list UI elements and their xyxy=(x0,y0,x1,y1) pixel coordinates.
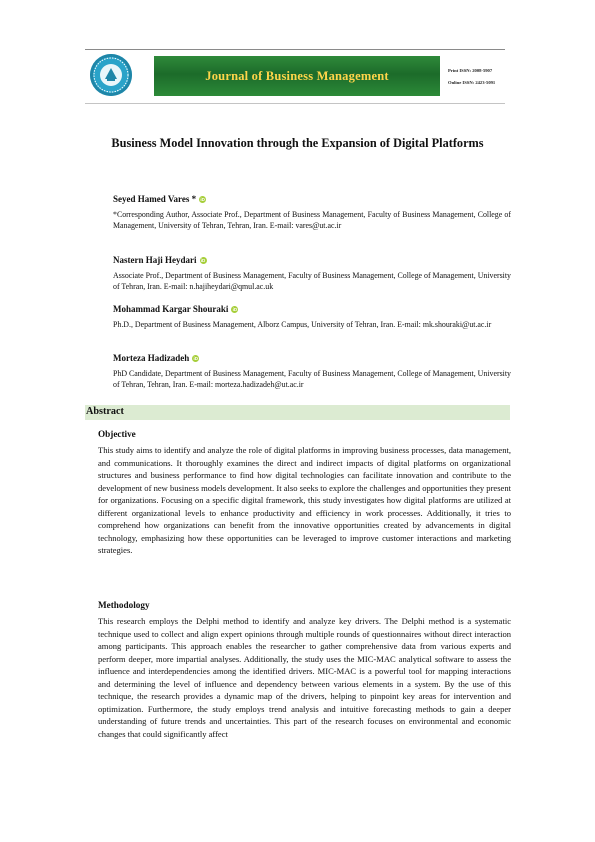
header-bottom-rule xyxy=(85,103,505,104)
author-name: Seyed Hamed Vares * iD xyxy=(113,194,205,204)
online-issn: Online ISSN: 2423-5091 xyxy=(448,80,496,85)
objective-heading: Objective xyxy=(98,429,136,439)
author-affiliation: *Corresponding Author, Associate Prof., Department of Business Management, Faculty of Business Management, College of Management, University of Tehran, Tehran, Iran. E-mail: vares@ut.ac.ir xyxy=(113,210,511,230)
journal-banner xyxy=(154,56,440,96)
methodology-text: This research employs the Delphi method to identify and analyze key drivers. The Delphi method is a systematic technique used to collect and align expert opinions through multiple rounds of questionnaires without direct interaction among participants. This approach enables the researcher to gather comprehensive data from various experts and perform deeper, more impartial analyses. Additionally, the study uses the MIC-MAC analytical software to assess the influence and interdependencies among the identified drivers. MIC-MAC is a powerful tool for mapping interactions and determining the level of influence and dependency between various elements in a system. By the use of this technique, the research provides a dynamic map of the drivers, helping to pinpoint key areas for intervention and optimization. Furthermore, the study employs trend analysis and intuitive forecasting methods to gain a deeper understanding of future trends and uncertainties. This part of the research focuses on environmental and economic changes that could significantly affect xyxy=(98,616,511,739)
author-affiliation: Ph.D., Department of Business Management, Alborz Campus, University of Tehran, Iran. E-mail: mk.shouraki@ut.ac.ir xyxy=(113,320,492,329)
author-name: Mohammad Kargar Shouraki iD xyxy=(113,304,238,314)
orcid-icon[interactable]: iD xyxy=(193,355,198,361)
abstract-heading: Abstract xyxy=(86,406,124,417)
author-block-1 xyxy=(113,194,511,232)
author-block-3 xyxy=(113,304,511,331)
orcid-icon[interactable]: iD xyxy=(200,257,206,263)
objective-text: This study aims to identify and analyze the role of digital platforms in improving business processes, data management, and communications. It thoroughly examines the direct and indirect impacts of digital platforms on organizational structures and business performance to find how digital technologies can facilitate innovation and contribute to the development of new business models development. It also seeks to explore the challenges and opportunities they present for organizations. Focusing on a specific digital framework, this study investigates how digital platforms are utilized at different organizational levels to enhance productivity and efficiency in work processes. Additionally, it tries to comprehend how organizations can benefit from the innovative opportunities created by advancements in digital technology, emphasizing how these opportunities can be leveraged to improve customer interactions and marketing strategies. xyxy=(98,445,511,555)
author-block-2 xyxy=(113,255,511,293)
methodology-heading: Methodology xyxy=(98,600,150,610)
objective-section xyxy=(98,429,511,557)
orcid-icon[interactable]: iD xyxy=(200,196,205,202)
author-block-4 xyxy=(113,353,511,391)
journal-name: Journal of Business Management xyxy=(205,68,389,83)
author-name: Nastern Haji Heydari iD xyxy=(113,255,206,265)
paper-title: Business Model Innovation through the Expansion of Digital Platforms xyxy=(111,136,484,150)
orcid-icon[interactable]: iD xyxy=(232,306,238,312)
print-issn: Print ISSN: 2008-5907 xyxy=(448,68,493,73)
university-emblem-icon xyxy=(90,54,132,96)
author-affiliation: Associate Prof., Department of Business Management, Faculty of Business Management, College of Management, University of Tehran, Iran. E-mail: n.hajiheydari@qmul.ac.uk xyxy=(113,271,511,291)
header-top-rule xyxy=(85,49,505,50)
author-name: Morteza Hadizadeh iD xyxy=(113,353,198,363)
methodology-section xyxy=(98,600,511,740)
abstract-heading-bar xyxy=(85,405,510,420)
author-affiliation: PhD Candidate, Department of Business Management, Faculty of Business Management, College of Management, University of Tehran, Tehran, Iran. E-mail: morteza.hadizadeh@ut.ac.ir xyxy=(113,369,511,389)
